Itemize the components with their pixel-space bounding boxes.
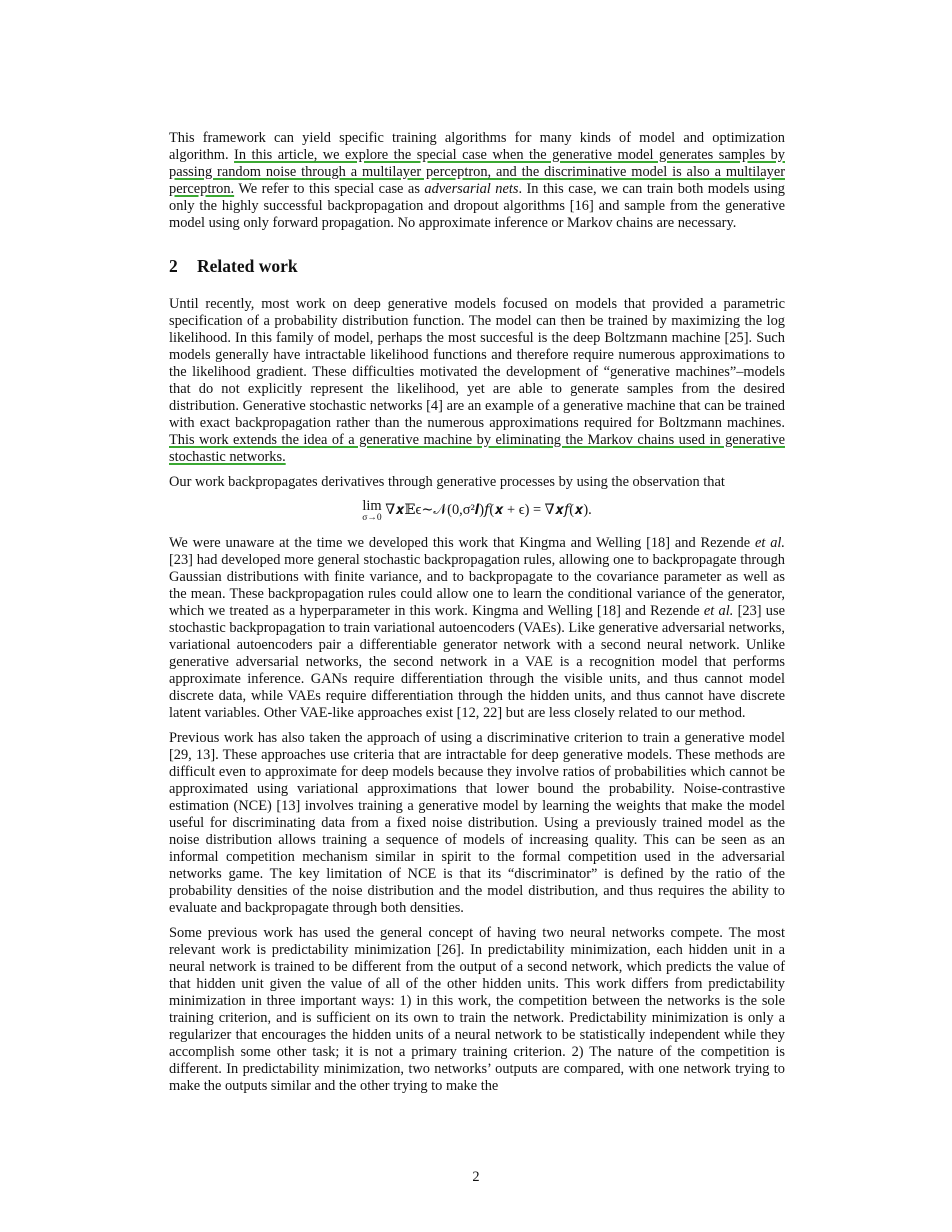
display-equation: [169, 499, 785, 523]
intro-text-mid: We refer to this special case as: [234, 181, 425, 197]
section-heading: [169, 256, 785, 277]
highlighted-sentence: This work extends the idea of a generative machine by eliminating the Markov chains used in generative stochastic networks.: [169, 432, 785, 465]
limit-operator: [362, 499, 381, 523]
section-title: Related work: [197, 256, 298, 276]
related-work-paragraph-4: Previous work has also taken the approach of using a discriminative criterion to train a generative model [29, 13]. These approaches use criteria that are intractable for deep generative models. These methods are difficult even to approximate for deep models because they involve ratios of probabilities which cannot be approximated using variational approximations that lower bound the probability. Noise-contrastive estimation (NCE) [13] involves training a generative model by learning the weights that make the model useful for discriminating data from a fixed noise distribution. Using a previously trained model as the noise distribution allows training a sequence of models of increasing quality. This can be seen as an informal competition mechanism similar in spirit to the formal competition used in the adversarial networks game. The key limitation of NCE is that its “discriminator” is defined by the ratio of the probability densities of the noise distribution and the model distribution, and thus requires the ability to evaluate and backpropagate through both densities.: [169, 730, 785, 916]
related-work-paragraph-1: [169, 296, 785, 466]
related-work-paragraph-3: [169, 535, 785, 722]
related1-text: Until recently, most work on deep generative models focused on models that provided a parametric specification of a probability distribution function. The model can then be trained by maximizing the log likelihood. In this family of model, perhaps the most succesful is the deep Boltzmann machine [25]. Such models generally have intractable likelihood functions and therefore require numerous approximations to the likelihood gradient. These difficulties motivated the development of “generative machines”–models that do not explicitly represent the likelihood, yet are able to generate samples from the desired distribution. Generative stochastic networks [4] are an example of a generative machine that can be trained with exact backpropagation rather than the numerous approximations required for Boltzmann machines.: [169, 296, 785, 431]
intro-paragraph: [169, 130, 785, 232]
related-work-paragraph-5: Some previous work has used the general concept of having two neural networks compete. The most relevant work is predictability minimization [26]. In predictability minimization, each hidden unit in a neural network is trained to be different from the output of a second network, which predicts the value of that hidden unit given the value of all of the other hidden units. This work differs from predictability minimization in three important ways: 1) in this work, the competition between the networks is the sole training criterion, and is sufficient on its own to train the network. Predictability minimization is only a regularizer that encourages the hidden units of a neural network to be statistically independent while they accomplish some other task; it is not a primary training criterion. 2) The nature of the competition is different. In predictability minimization, two networks’ outputs are compared, with one network trying to make the outputs similar and the other trying to make the: [169, 925, 785, 1094]
related3-text-2: [23] had developed more general stochastic backpropagation rules, allowing one to backpropagate through Gaussian distributions with finite variance, and to backpropagate to the covariance parameter as well as the mean. These backpropagation rules could allow one to learn the conditional variance of the generator, which we treated as a hyperparameter in this work. Kingma and Welling [18] and Rezende: [169, 552, 785, 619]
section-number: 2: [169, 256, 178, 276]
limit-word: lim: [362, 498, 382, 514]
page-number: 2: [472, 1169, 480, 1185]
citation-etal: et al.: [754, 535, 785, 551]
citation-etal: et al.: [703, 603, 734, 619]
intro-text-after: . In this case, we can train both models using only the highly successful backpropagation and dropout algorithms [16] and sample from the generative model using only forward propagation. No approximate inference or Markov chains are necessary.: [169, 181, 785, 231]
equation-body: ∇𝒙𝔼ϵ∼𝒩(0,σ²𝑰)𝑓(𝒙 + ϵ) = ∇𝒙𝑓(𝒙).: [381, 502, 592, 518]
intro-text-before: This framework can yield specific training algorithms for many kinds of model and optimization algorithm.: [169, 130, 785, 163]
paper-page: [169, 130, 785, 1103]
related-work-paragraph-2: Our work backpropagates derivatives through generative processes by using the observation that: [169, 474, 725, 490]
highlighted-sentence: In this article, we explore the special case when the generative model generates samples by passing random noise through a multilayer perceptron, and the discriminative model is also a multilayer perceptron.: [169, 147, 785, 197]
related3-text-1: We were unaware at the time we developed this work that Kingma and Welling [18] and Rezende: [169, 535, 755, 551]
limit-subscript: σ→0: [362, 513, 382, 523]
emphasized-term: adversarial nets: [424, 181, 519, 197]
related3-text-3: [23] use stochastic backpropagation to train variational autoencoders (VAEs). Like generative adversarial networks, variational autoencoders pair a differentiable generator network with a second neural network. Unlike generative adversarial networks, the second network in a VAE is a recognition model that performs approximate inference. GANs require differentiation through the visible units, and thus cannot model discrete data, while VAEs require differentiation through the hidden units, and thus cannot have discrete latent variables. Other VAE-like approaches exist [12, 22] but are less closely related to our method.: [169, 603, 785, 721]
